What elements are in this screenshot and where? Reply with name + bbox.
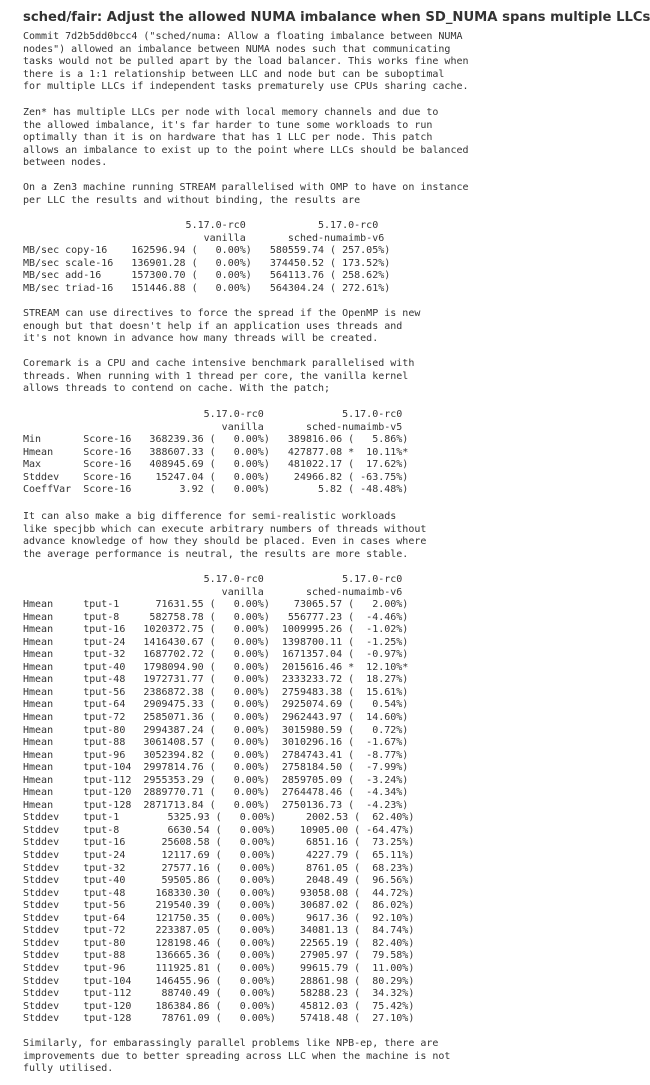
table-row: MB/sec scale-16 136901.28 ( 0.00%) 374450.52 ( 173.52%) [23,257,391,269]
table-row: Hmean tput-1 71631.55 ( 0.00%) 73065.57 ( 2.00%) [23,599,409,611]
table-row: MB/sec triad-16 151446.88 ( 0.00%) 564304.24 ( 272.61%) [23,282,391,294]
table-row: MB/sec copy-16 162596.94 ( 0.00%) 580559.74 ( 257.05%) [23,245,391,257]
table-row: Stddev tput-56 219540.39 ( 0.00%) 30687.02 ( 86.02%) [23,900,415,912]
table-row: Stddev tput-48 168330.30 ( 0.00%) 93058.08 ( 44.72%) [23,887,415,899]
table-row: Stddev tput-16 25608.58 ( 0.00%) 6851.16 ( 73.25%) [23,837,415,849]
text-line: Similarly, for embarassingly parallel problems like NPB-ep, there are [23,1038,439,1049]
table-row: Hmean tput-88 3061408.57 ( 0.00%) 3010296.16 ( -1.67%) [23,737,409,749]
table-row: Stddev tput-80 128198.46 ( 0.00%) 22565.19 ( 82.40%) [23,937,415,949]
table-row: Hmean tput-16 1020372.75 ( 0.00%) 1009995.26 ( -1.02%) [23,624,409,636]
text-line: allows an imbalance to exist up to the point where LLCs should be balanced [23,144,469,156]
table-row: 5.17.0-rc0 5.17.0-rc0 [23,574,403,585]
text-line: for multiple LLCs if independent tasks prematurely use CPUs sharing cache. [23,81,469,93]
table-row: Stddev Score-16 15247.04 ( 0.00%) 24966.82 ( -63.75%) [23,471,409,483]
table-row: Hmean tput-128 2871713.84 ( 0.00%) 2750136.73 ( -4.23%) [23,799,409,811]
text-line: like specjbb which can execute arbitrary numbers of threads without [23,523,427,535]
text-line: STREAM can use directives to force the spread if the OpenMP is new [23,308,421,319]
table-row: Stddev tput-112 88740.49 ( 0.00%) 58288.23 ( 34.32%) [23,988,415,1000]
table-row: vanilla sched-numaimb-v6 [23,232,385,244]
table-row: Hmean tput-8 582758.78 ( 0.00%) 556777.23 ( -4.46%) [23,611,409,623]
commit-paragraph-stream-intro [23,182,469,207]
table-row: Hmean tput-40 1798094.90 ( 0.00%) 2015616.46 * 12.10%* [23,661,409,673]
table-row: Stddev tput-120 186384.86 ( 0.00%) 45812.03 ( 75.42%) [23,1000,415,1012]
text-line: It can also make a big difference for semi-realistic workloads [23,511,397,522]
table-row: Hmean tput-64 2909475.33 ( 0.00%) 2925074.69 ( 0.54%) [23,699,409,711]
table-row: Stddev tput-8 6630.54 ( 0.00%) 10905.00 ( -64.47%) [23,824,415,836]
table-row: MB/sec add-16 157300.70 ( 0.00%) 564113.76 ( 258.62%) [23,270,391,282]
text-line: advance knowledge of how they should be placed. Even in cases where [23,536,427,548]
table-row: Stddev tput-88 136665.36 ( 0.00%) 27905.97 ( 79.58%) [23,950,415,962]
table-row: Stddev tput-72 223387.05 ( 0.00%) 34081.13 ( 84.74%) [23,925,415,937]
commit-title: sched/fair: Adjust the allowed NUMA imbalance when SD_NUMA spans multiple LLCs [23,10,650,25]
table-row: Stddev tput-104 146455.96 ( 0.00%) 28861.98 ( 80.29%) [23,975,415,987]
stream-results-table [23,220,390,295]
commit-paragraph-stream-note [23,308,420,346]
table-row: Hmean Score-16 388607.33 ( 0.00%) 427877.08 * 10.11%* [23,446,409,458]
table-row: Hmean tput-72 2585071.36 ( 0.00%) 2962443.97 ( 14.60%) [23,712,409,724]
commit-message-page [23,9,650,1075]
text-line: between nodes. [23,157,108,169]
text-line: threads. When running with 1 thread per core, the vanilla kernel [23,370,409,382]
text-line: optimally than it is on hardware that has 1 LLC per node. This patch [23,132,433,144]
commit-paragraph-npb [23,1038,450,1076]
table-row: Hmean tput-96 3052394.82 ( 0.00%) 2784743.41 ( -8.77%) [23,749,409,761]
table-row: Hmean tput-104 2997814.76 ( 0.00%) 2758184.50 ( -7.99%) [23,762,409,774]
text-line: On a Zen3 machine running STREAM parallelised with OMP to have on instance [23,182,469,193]
commit-paragraph-zen [23,107,469,170]
table-row: vanilla sched-numaimb-v5 [23,421,403,433]
table-row: Hmean tput-32 1687702.72 ( 0.00%) 1671357.04 ( -0.97%) [23,649,409,661]
commit-paragraph-intro [23,31,469,94]
table-row: Stddev tput-32 27577.16 ( 0.00%) 8761.05 ( 68.23%) [23,862,415,874]
text-line: per LLC the results and without binding, the results are [23,194,361,206]
table-row: Stddev tput-128 78761.09 ( 0.00%) 57418.48 ( 27.10%) [23,1013,415,1025]
text-line: there is a 1:1 relationship between LLC and node but can be suboptimal [23,68,445,80]
table-row: Hmean tput-80 2994387.24 ( 0.00%) 3015980.59 ( 0.72%) [23,724,409,736]
table-row: 5.17.0-rc0 5.17.0-rc0 [23,409,403,420]
text-line: Commit 7d2b5dd0bcc4 ("sched/numa: Allow a floating imbalance between NUMA [23,31,463,42]
table-row: Hmean tput-48 1972731.77 ( 0.00%) 2333233.72 ( 18.27%) [23,674,409,686]
text-line: enough but that doesn't help if an application uses threads and [23,320,403,332]
text-line: fully utilised. [23,1063,114,1075]
table-row: Stddev tput-24 12117.69 ( 0.00%) 4227.79 ( 65.11%) [23,850,415,862]
commit-paragraph-specjbb [23,511,426,561]
text-line: improvements due to better spreading across LLC when the machine is not [23,1050,451,1062]
text-line: nodes") allowed an imbalance between NUMA nodes such that communicating [23,43,451,55]
text-line: allows threads to contend on cache. With the patch; [23,383,331,395]
table-row: Min Score-16 368239.36 ( 0.00%) 389816.06 ( 5.86%) [23,434,409,446]
text-line: Zen* has multiple LLCs per node with local memory channels and due to [23,107,439,118]
table-row: Stddev tput-96 111925.81 ( 0.00%) 99615.79 ( 11.00%) [23,962,415,974]
coremark-results-table [23,409,408,497]
table-row: 5.17.0-rc0 5.17.0-rc0 [23,220,379,231]
table-row: vanilla sched-numaimb-v6 [23,586,403,598]
table-row: Hmean tput-24 1416430.67 ( 0.00%) 1398700.11 ( -1.25%) [23,636,409,648]
text-line: tasks would not be pulled apart by the load balancer. This works fine when [23,56,469,68]
table-row: Max Score-16 408945.69 ( 0.00%) 481022.17 ( 17.62%) [23,459,409,471]
text-line: the allowed imbalance, it's far harder to tune some workloads to run [23,119,433,131]
specjbb-results-table [23,574,414,1026]
table-row: CoeffVar Score-16 3.92 ( 0.00%) 5.82 ( -48.48%) [23,484,409,496]
text-line: Coremark is a CPU and cache intensive benchmark parallelised with [23,358,415,369]
table-row: Stddev tput-1 5325.93 ( 0.00%) 2002.53 ( 62.40%) [23,812,415,824]
text-line: it's not known in advance how many threads will be created. [23,333,379,345]
table-row: Stddev tput-40 59505.86 ( 0.00%) 2048.49 ( 96.56%) [23,875,415,887]
table-row: Stddev tput-64 121750.35 ( 0.00%) 9617.36 ( 92.10%) [23,912,415,924]
table-row: Hmean tput-120 2889770.71 ( 0.00%) 2764478.46 ( -4.34%) [23,787,409,799]
commit-paragraph-coremark [23,358,414,396]
table-row: Hmean tput-112 2955353.29 ( 0.00%) 2859705.09 ( -3.24%) [23,774,409,786]
text-line: the average performance is neutral, the results are more stable. [23,548,409,560]
table-row: Hmean tput-56 2386872.38 ( 0.00%) 2759483.38 ( 15.61%) [23,686,409,698]
